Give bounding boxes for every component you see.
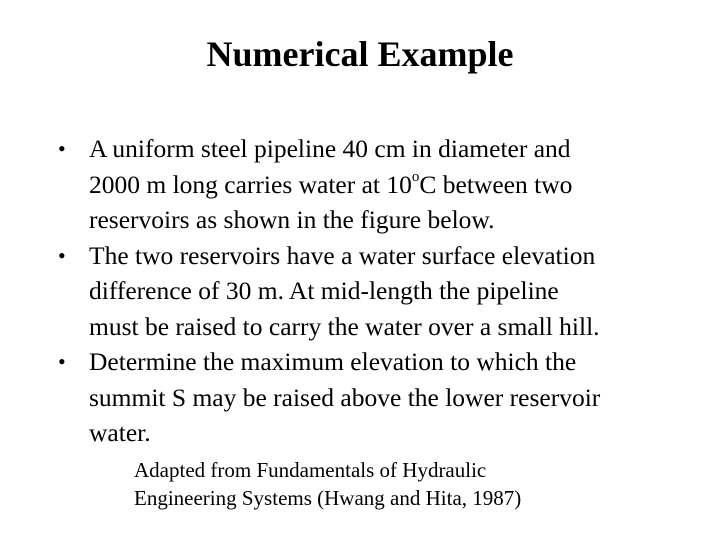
bullet-1-line-2-text: 2000 m long carries water at 10: [89, 169, 412, 199]
bullet-dot-icon: •: [58, 242, 66, 268]
degree-superscript: o: [411, 169, 420, 185]
bullet-1-line-2: [89, 167, 678, 203]
bullet-3-line-1: Determine the maximum elevation to which the: [89, 347, 577, 376]
bullet-item-3: [58, 344, 678, 451]
bullet-1-line-2-tail: C between two: [419, 169, 573, 199]
bullet-2-line-3: must be raised to carry the water over a small hill.: [89, 311, 600, 341]
bullet-3-line-2: summit S may be raised above the lower reservoir: [89, 382, 601, 412]
bullet-3-line-3: water.: [89, 418, 151, 447]
citation-line-2: Engineering Systems (Hwang and Hita, 1987): [134, 486, 522, 510]
slide-title: Numerical Example: [206, 34, 514, 74]
bullet-2-line-1: The two reservoirs have a water surface elevation: [89, 240, 596, 270]
bullet-1-line-3: reservoirs as shown in the figure below.: [89, 205, 495, 234]
citation-line-1: Adapted from Fundamentals of Hydraulic: [134, 458, 487, 482]
bullet-dot-icon: •: [58, 349, 66, 374]
bullet-1-line-1: A uniform steel pipeline 40 cm in diameter and: [89, 134, 571, 163]
bullet-list: [58, 131, 678, 451]
citation: [134, 456, 521, 512]
bullet-item-2: [58, 238, 678, 345]
bullet-2-line-2: difference of 30 m. At mid-length the pipeline: [89, 276, 559, 305]
bullet-item-1: [58, 131, 678, 238]
bullet-dot-icon: •: [58, 136, 66, 161]
